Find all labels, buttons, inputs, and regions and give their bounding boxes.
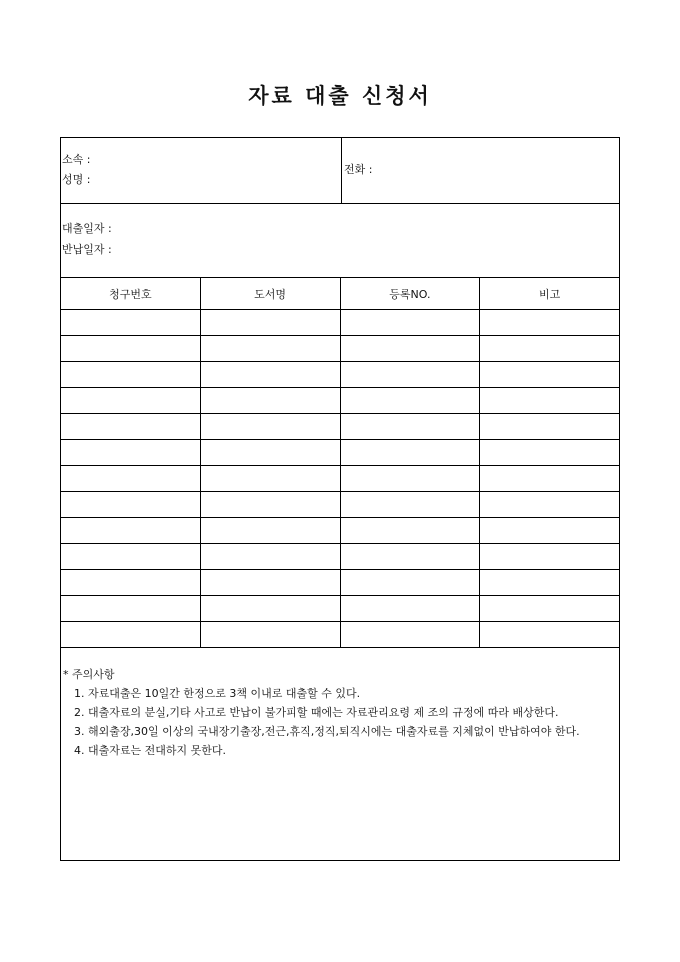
registration-no-cell[interactable]: [340, 414, 480, 440]
registration-no-cell[interactable]: [340, 492, 480, 518]
call-number-cell[interactable]: [61, 414, 201, 440]
header-book-title: 도서명: [200, 278, 340, 310]
registration-no-cell[interactable]: [340, 362, 480, 388]
table-row: [61, 362, 620, 388]
book-title-cell[interactable]: [200, 570, 340, 596]
table-row: [61, 414, 620, 440]
call-number-cell[interactable]: [61, 622, 201, 648]
table-row: [61, 570, 620, 596]
form-title: 자료 대출 신청서: [248, 83, 432, 108]
registration-no-cell[interactable]: [340, 440, 480, 466]
book-title-cell[interactable]: [200, 310, 340, 336]
book-list-table: [60, 277, 620, 648]
registration-no-cell[interactable]: [340, 596, 480, 622]
book-title-cell[interactable]: [200, 492, 340, 518]
book-title-cell[interactable]: [200, 414, 340, 440]
book-title-cell[interactable]: [200, 544, 340, 570]
call-number-cell[interactable]: [61, 466, 201, 492]
table-row: [61, 440, 620, 466]
header-registration-no: 등록NO.: [340, 278, 480, 310]
remarks-cell[interactable]: [480, 466, 620, 492]
remarks-cell[interactable]: [480, 336, 620, 362]
note-item: 1. 자료대출은 10일간 한정으로 3책 이내로 대출할 수 있다.: [74, 687, 361, 700]
remarks-cell[interactable]: [480, 388, 620, 414]
registration-no-cell[interactable]: [340, 388, 480, 414]
call-number-cell[interactable]: [61, 518, 201, 544]
book-title-cell[interactable]: [200, 622, 340, 648]
book-title-cell[interactable]: [200, 518, 340, 544]
name-label: 성명 :: [62, 173, 91, 186]
registration-no-cell[interactable]: [340, 518, 480, 544]
note-item: 2. 대출자료의 분실,기타 사고로 반납이 불가피할 때에는 자료관리요령 제 조의 규정에 따라 배상한다.: [74, 706, 559, 719]
table-row: [61, 544, 620, 570]
remarks-cell[interactable]: [480, 518, 620, 544]
table-row: [61, 310, 620, 336]
header-remarks: 비고: [480, 278, 620, 310]
phone-label: 전화 :: [344, 163, 373, 176]
call-number-cell[interactable]: [61, 336, 201, 362]
call-number-cell[interactable]: [61, 362, 201, 388]
book-title-cell[interactable]: [200, 440, 340, 466]
call-number-cell[interactable]: [61, 492, 201, 518]
registration-no-cell[interactable]: [340, 336, 480, 362]
table-row: [61, 596, 620, 622]
remarks-cell[interactable]: [480, 596, 620, 622]
book-title-cell[interactable]: [200, 466, 340, 492]
affiliation-label: 소속 :: [62, 153, 91, 166]
remarks-cell[interactable]: [480, 310, 620, 336]
call-number-cell[interactable]: [61, 388, 201, 414]
note-item: 4. 대출자료는 전대하지 못한다.: [74, 744, 226, 757]
book-title-cell[interactable]: [200, 336, 340, 362]
notes-heading: * 주의사항: [63, 668, 115, 681]
remarks-cell[interactable]: [480, 414, 620, 440]
book-title-cell[interactable]: [200, 596, 340, 622]
call-number-cell[interactable]: [61, 570, 201, 596]
note-item: 3. 해외출장,30일 이상의 국내장기출장,전근,휴직,정직,퇴직시에는 대출자료를 지체없이 반납하여야 한다.: [74, 725, 580, 738]
notes-section: [63, 665, 615, 760]
table-row: [61, 466, 620, 492]
call-number-cell[interactable]: [61, 310, 201, 336]
call-number-cell[interactable]: [61, 440, 201, 466]
remarks-cell[interactable]: [480, 622, 620, 648]
table-row: [61, 388, 620, 414]
table-row: [61, 518, 620, 544]
remarks-cell[interactable]: [480, 492, 620, 518]
book-title-cell[interactable]: [200, 388, 340, 414]
header-call-number: 청구번호: [61, 278, 201, 310]
info-separator: [61, 203, 619, 204]
remarks-cell[interactable]: [480, 544, 620, 570]
table-row: [61, 336, 620, 362]
call-number-cell[interactable]: [61, 596, 201, 622]
remarks-cell[interactable]: [480, 570, 620, 596]
remarks-cell[interactable]: [480, 440, 620, 466]
table-row: [61, 622, 620, 648]
book-title-cell[interactable]: [200, 362, 340, 388]
remarks-cell[interactable]: [480, 362, 620, 388]
table-header-row: [61, 278, 620, 310]
return-date-label: 반납일자 :: [62, 243, 112, 256]
call-number-cell[interactable]: [61, 544, 201, 570]
registration-no-cell[interactable]: [340, 570, 480, 596]
table-row: [61, 492, 620, 518]
info-divider: [341, 138, 342, 203]
registration-no-cell[interactable]: [340, 622, 480, 648]
loan-application-form: [60, 137, 620, 861]
loan-date-label: 대출일자 :: [62, 222, 112, 235]
registration-no-cell[interactable]: [340, 544, 480, 570]
registration-no-cell[interactable]: [340, 466, 480, 492]
registration-no-cell[interactable]: [340, 310, 480, 336]
